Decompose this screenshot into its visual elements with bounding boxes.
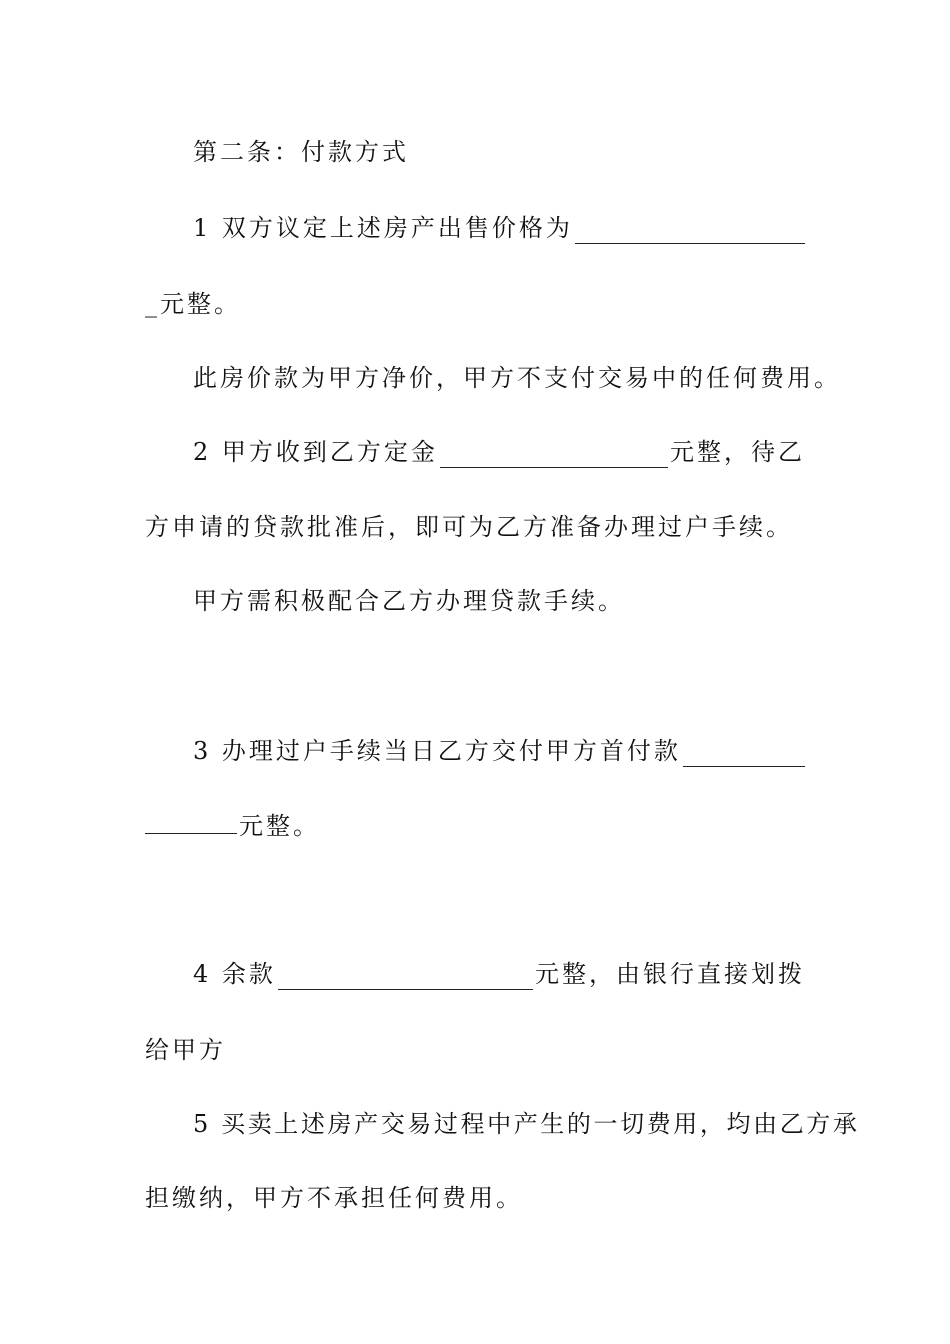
down-payment-blank — [683, 744, 805, 767]
paragraph-2-line-2: 方申请的贷款批准后，即可为乙方准备办理过户手续。 — [145, 513, 793, 541]
section-heading: 第二条：付款方式 — [193, 138, 409, 166]
paragraph-2-note: 甲方需积极配合乙方办理贷款手续。 — [193, 587, 625, 615]
paragraph-4-prefix: 4 余款 — [193, 960, 276, 988]
balance-blank — [278, 967, 533, 990]
paragraph-3-line-1 — [193, 735, 805, 767]
price-blank — [575, 221, 805, 244]
paragraph-3-line-2 — [145, 810, 320, 842]
paragraph-3-prefix: 3 办理过户手续当日乙方交付甲方首付款 — [193, 737, 681, 765]
paragraph-4-line-2: 给甲方 — [145, 1036, 226, 1064]
paragraph-3-cont: 元整。 — [239, 812, 320, 840]
paragraph-1-line-2: _元整。 — [145, 290, 241, 318]
paragraph-4-suffix: 元整，由银行直接划拨 — [535, 960, 805, 988]
paragraph-2-suffix: 元整，待乙 — [670, 438, 805, 466]
paragraph-1-note: 此房价款为甲方净价，甲方不支付交易中的任何费用。 — [193, 364, 841, 392]
paragraph-1-line-1 — [193, 212, 805, 244]
paragraph-2-line-1 — [193, 436, 805, 468]
down-payment-blank-cont — [145, 811, 237, 834]
paragraph-4-line-1 — [193, 958, 805, 990]
paragraph-2-prefix: 2 甲方收到乙方定金 — [193, 438, 438, 466]
paragraph-5-line-1: 5 买卖上述房产交易过程中产生的一切费用，均由乙方承 — [193, 1110, 860, 1138]
deposit-blank — [440, 445, 668, 468]
paragraph-5-line-2: 担缴纳，甲方不承担任何费用。 — [145, 1184, 523, 1212]
paragraph-1-prefix: 1 双方议定上述房产出售价格为 — [193, 214, 573, 242]
